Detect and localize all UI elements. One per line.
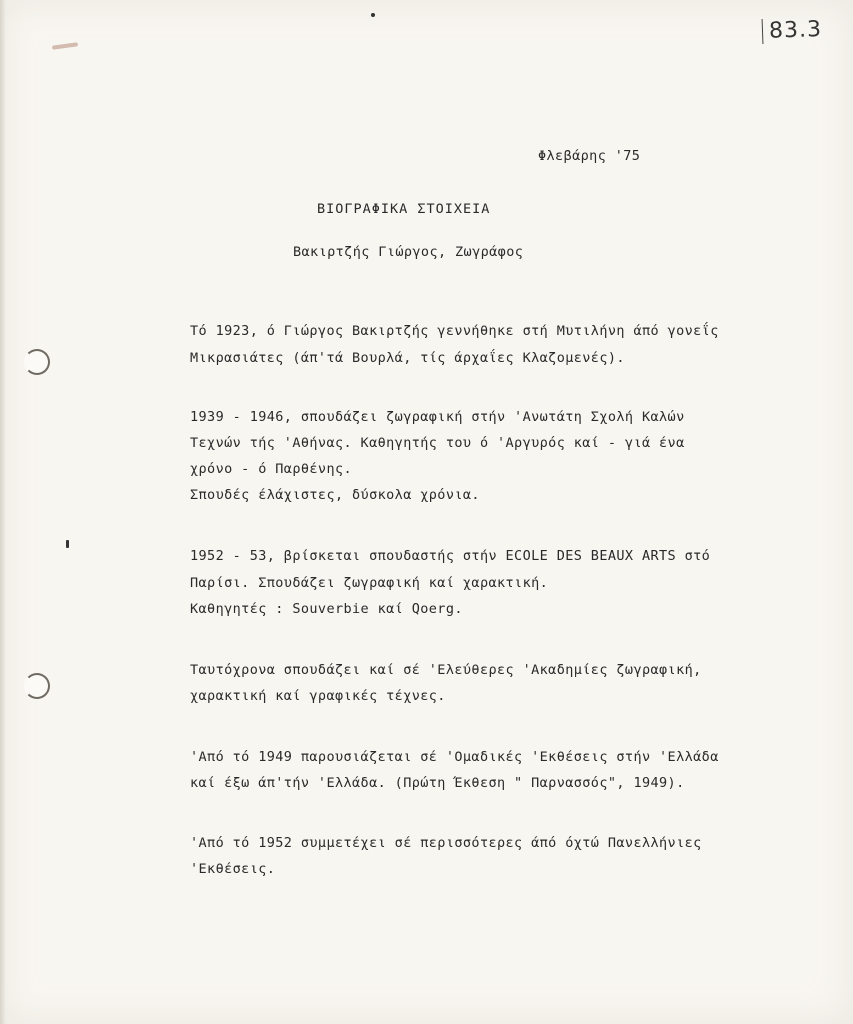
body-line: 'Εκθέσεις. <box>190 861 276 877</box>
punch-hole-bottom <box>24 673 50 699</box>
body-line: Σπουδές έλάχιστες, δύσκολα χρόνια. <box>190 487 480 503</box>
archive-reference-number: 83.3 <box>762 17 823 44</box>
body-line: χαρακτική καί γραφικές τέχνες. <box>190 688 446 704</box>
document-date: Φλεβάρης '75 <box>538 148 641 164</box>
document-subtitle: Βακιρτζής Γιώργος, Ζωγράφος <box>293 244 524 260</box>
body-line: Ταυτόχρονα σπουδάζει καί σέ 'Ελεύθερες 'Ακαδημίες ζωγραφική, <box>190 662 702 678</box>
ink-dot <box>371 13 375 17</box>
body-line: Παρίσι. Σπουδάζει ζωγραφική καί χαρακτική. <box>190 575 549 591</box>
body-line: 1939 - 1946, σπουδάζει ζωγραφική στήν 'Ανωτάτη Σχολή Καλών <box>190 409 685 425</box>
body-line: Τό 1923, ό Γιώργος Βακιρτζής γεννήθηκε στή Μυτιλήνη άπό γονεΐς <box>190 323 719 339</box>
punch-hole-top <box>24 349 50 375</box>
body-line: Μικρασιάτες (άπ'τά Βουρλά, τίς άρχαΐες Κλαζομενές). <box>190 350 625 366</box>
body-line: 'Από τό 1952 συμμετέχει σέ περισσότερες άπό όχτώ Πανελλήνιες <box>190 835 702 851</box>
ink-mark <box>66 540 69 548</box>
body-line: 'Από τό 1949 παρουσιάζεται σέ 'Ομαδικές 'Εκθέσεις στήν 'Ελλάδα <box>190 749 719 765</box>
page-edge-shadow <box>0 0 6 1024</box>
body-line: καί έξω άπ'τήν 'Ελλάδα. (Πρώτη Έκθεση " Παρνασσός", 1949). <box>190 775 685 791</box>
document-title: ΒΙΟΓΡΑΦΙΚΑ ΣΤΟΙΧΕΙΑ <box>317 201 491 217</box>
body-line: Τεχνών τής 'Αθήνας. Καθηγητής του ό 'Αργυρός καί - γιά ένα <box>190 435 685 451</box>
body-line: 1952 - 53, βρίσκεται σπουδαστής στήν ECOLE DES BEAUX ARTS στό <box>190 548 711 564</box>
body-line: χρόνο - ό Παρθένης. <box>190 461 353 477</box>
rust-mark <box>52 42 78 50</box>
body-line: Καθηγητές : Souverbie καί Qoerg. <box>190 601 463 617</box>
